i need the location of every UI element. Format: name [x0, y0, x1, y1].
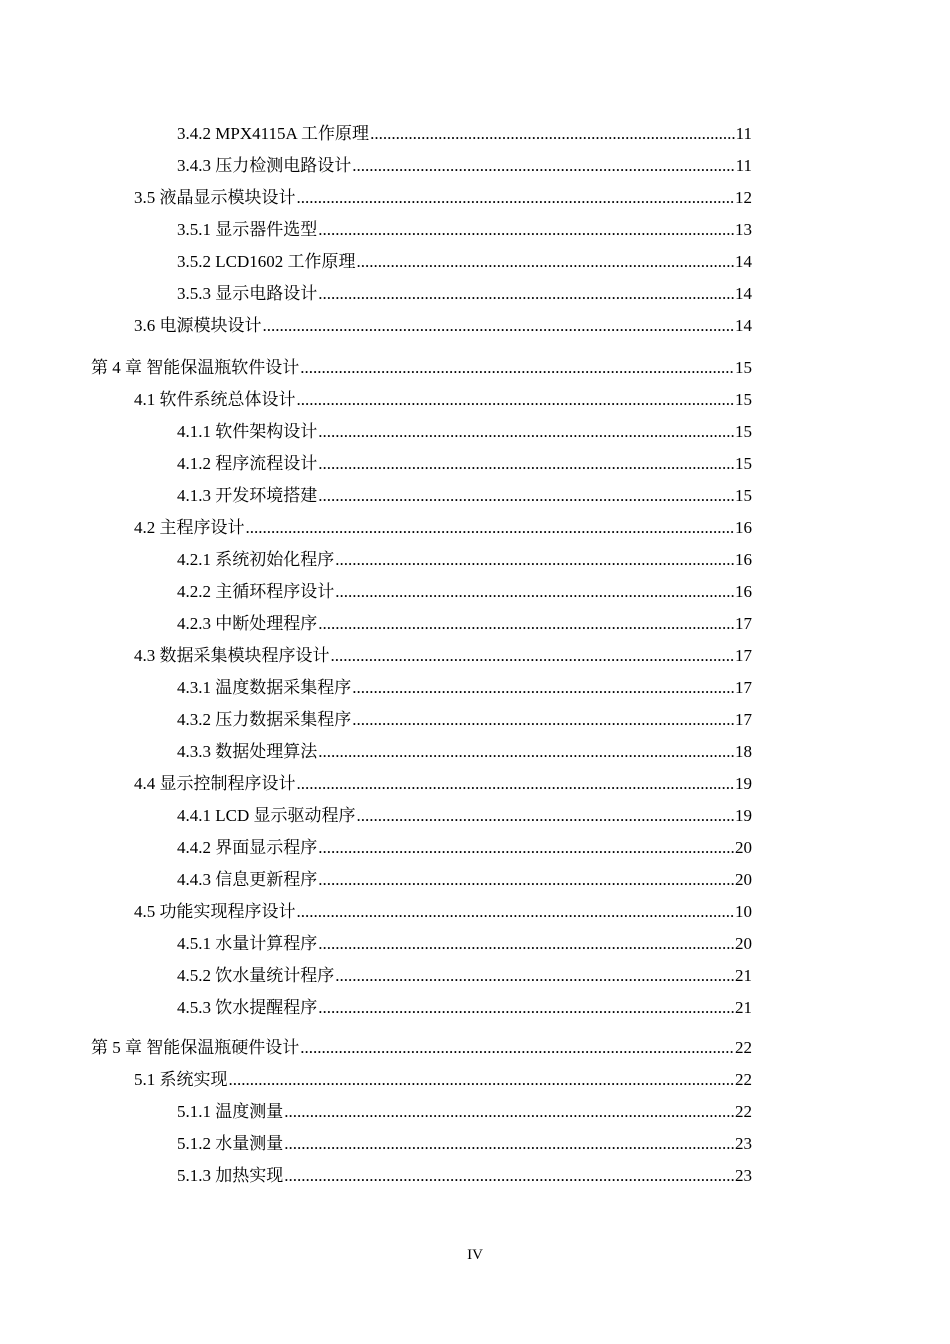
toc-dot-leader	[318, 486, 734, 506]
toc-entry[interactable]	[177, 118, 752, 144]
toc-entry-title: 4.4.1 LCD 显示驱动程序	[177, 806, 356, 825]
toc-dot-leader	[318, 742, 734, 762]
toc-entry-title: 4.3 数据采集模块程序设计	[134, 646, 330, 665]
toc-entry-page: 20	[735, 838, 752, 857]
toc-dot-leader	[318, 934, 734, 954]
toc-entry-page: 23	[735, 1134, 752, 1153]
toc-dot-leader	[318, 838, 734, 858]
toc-dot-leader	[297, 774, 735, 794]
toc-entry-page: 19	[735, 806, 752, 825]
toc-entry[interactable]	[177, 992, 752, 1018]
toc-entry[interactable]	[134, 512, 752, 538]
toc-dot-leader	[229, 1070, 735, 1090]
toc-entry-page: 16	[735, 518, 752, 537]
toc-entry[interactable]	[134, 310, 752, 336]
toc-entry-title: 3.5.2 LCD1602 工作原理	[177, 252, 356, 271]
toc-dot-leader	[357, 252, 735, 272]
toc-entry[interactable]	[177, 416, 752, 442]
toc-entry-title: 3.5 液晶显示模块设计	[134, 188, 296, 207]
toc-entry-title: 4.2.3 中断处理程序	[177, 614, 318, 633]
toc-dot-leader	[335, 582, 734, 602]
toc-entry-title: 4.1.2 程序流程设计	[177, 454, 318, 473]
toc-dot-leader	[318, 998, 734, 1018]
toc-entry-page: 18	[735, 742, 752, 761]
toc-entry[interactable]	[177, 150, 752, 176]
toc-dot-leader	[297, 188, 735, 208]
toc-entry[interactable]	[91, 352, 752, 378]
toc-dot-leader	[284, 1102, 734, 1122]
toc-entry-title: 4.2 主程序设计	[134, 518, 245, 537]
toc-entry-title: 第 5 章 智能保温瓶硬件设计	[91, 1038, 300, 1057]
toc-entry[interactable]	[177, 704, 752, 730]
toc-dot-leader	[352, 710, 734, 730]
toc-dot-leader	[357, 806, 735, 826]
toc-entry[interactable]	[134, 896, 752, 922]
toc-entry-page: 14	[735, 284, 752, 303]
toc-entry-title: 3.4.2 MPX4115A 工作原理	[177, 124, 370, 143]
toc-entry-title: 4.3.2 压力数据采集程序	[177, 710, 352, 729]
toc-entry[interactable]	[177, 800, 752, 826]
toc-entry-page: 11	[735, 156, 752, 175]
toc-dot-leader	[352, 678, 734, 698]
toc-dot-leader	[352, 156, 734, 176]
toc-entry-page: 13	[735, 220, 752, 239]
toc-entry[interactable]	[177, 608, 752, 634]
toc-entry-title: 5.1.2 水量测量	[177, 1134, 284, 1153]
toc-entry-title: 4.2.1 系统初始化程序	[177, 550, 335, 569]
toc-dot-leader	[335, 550, 734, 570]
toc-dot-leader	[246, 518, 735, 538]
toc-entry-page: 20	[735, 934, 752, 953]
toc-entry[interactable]	[177, 832, 752, 858]
toc-dot-leader	[300, 1038, 734, 1058]
toc-entry[interactable]	[177, 1096, 752, 1122]
toc-entry-page: 22	[735, 1070, 752, 1089]
toc-entry[interactable]	[134, 768, 752, 794]
toc-entry-page: 15	[735, 358, 752, 377]
toc-entry-title: 4.4.3 信息更新程序	[177, 870, 318, 889]
toc-entry-page: 15	[735, 422, 752, 441]
toc-entry[interactable]	[177, 1160, 752, 1186]
toc-entry-title: 3.5.1 显示器件选型	[177, 220, 318, 239]
toc-entry-title: 5.1 系统实现	[134, 1070, 228, 1089]
toc-dot-leader	[297, 390, 735, 410]
toc-entry-title: 4.3.1 温度数据采集程序	[177, 678, 352, 697]
toc-entry-page: 17	[735, 678, 752, 697]
toc-entry-title: 4.5 功能实现程序设计	[134, 902, 296, 921]
toc-dot-leader	[284, 1134, 734, 1154]
toc-entry[interactable]	[177, 214, 752, 240]
toc-dot-leader	[284, 1166, 734, 1186]
toc-entry-title: 4.2.2 主循环程序设计	[177, 582, 335, 601]
toc-entry-page: 10	[735, 902, 752, 921]
toc-entry-page: 12	[735, 188, 752, 207]
toc-dot-leader	[318, 422, 734, 442]
toc-entry[interactable]	[177, 480, 752, 506]
toc-entry[interactable]	[177, 1128, 752, 1154]
toc-dot-leader	[318, 614, 734, 634]
toc-dot-leader	[318, 284, 734, 304]
toc-entry[interactable]	[177, 246, 752, 272]
toc-dot-leader	[370, 124, 735, 144]
toc-entry-title: 3.6 电源模块设计	[134, 316, 262, 335]
toc-dot-leader	[297, 902, 735, 922]
toc-entry-page: 20	[735, 870, 752, 889]
toc-entry-title: 5.1.3 加热实现	[177, 1166, 284, 1185]
toc-entry[interactable]	[177, 278, 752, 304]
toc-dot-leader	[318, 220, 734, 240]
toc-entry[interactable]	[177, 928, 752, 954]
toc-entry[interactable]	[134, 384, 752, 410]
page-number: IV	[467, 1247, 483, 1263]
toc-entry[interactable]	[177, 736, 752, 762]
toc-entry-title: 4.1.1 软件架构设计	[177, 422, 318, 441]
toc-entry-page: 11	[735, 124, 752, 143]
toc-entry-title: 4.4 显示控制程序设计	[134, 774, 296, 793]
toc-entry-page: 16	[735, 550, 752, 569]
toc-entry[interactable]	[134, 640, 752, 666]
toc-entry[interactable]	[91, 1032, 752, 1058]
toc-entry[interactable]	[177, 672, 752, 698]
toc-entry-page: 14	[735, 316, 752, 335]
toc-entry-page: 17	[735, 646, 752, 665]
toc-entry[interactable]	[177, 960, 752, 986]
toc-entry-page: 15	[735, 390, 752, 409]
toc-entry-page: 17	[735, 614, 752, 633]
toc-dot-leader	[335, 966, 734, 986]
toc-entry[interactable]	[134, 1064, 752, 1090]
toc-entry-page: 15	[735, 454, 752, 473]
toc-entry-title: 4.4.2 界面显示程序	[177, 838, 318, 857]
toc-entry-title: 5.1.1 温度测量	[177, 1102, 284, 1121]
toc-entry-title: 4.3.3 数据处理算法	[177, 742, 318, 761]
toc-entry-title: 4.1.3 开发环境搭建	[177, 486, 318, 505]
toc-entry-title: 3.4.3 压力检测电路设计	[177, 156, 352, 175]
toc-entry-title: 第 4 章 智能保温瓶软件设计	[91, 358, 300, 377]
toc-entry-page: 19	[735, 774, 752, 793]
toc-dot-leader	[300, 358, 734, 378]
toc-entry[interactable]	[177, 448, 752, 474]
toc-entry-title: 4.5.1 水量计算程序	[177, 934, 318, 953]
toc-dot-leader	[331, 646, 735, 666]
toc-dot-leader	[318, 870, 734, 890]
toc-entry-page: 21	[735, 966, 752, 985]
toc-entry-page: 14	[735, 252, 752, 271]
toc-entry[interactable]	[177, 544, 752, 570]
toc-entry[interactable]	[134, 182, 752, 208]
toc-entry-title: 4.5.2 饮水量统计程序	[177, 966, 335, 985]
toc-entry-page: 16	[735, 582, 752, 601]
toc-entry-page: 21	[735, 998, 752, 1017]
toc-entry[interactable]	[177, 864, 752, 890]
toc-entry-page: 15	[735, 486, 752, 505]
toc-entry-title: 4.1 软件系统总体设计	[134, 390, 296, 409]
toc-entry-page: 22	[735, 1102, 752, 1121]
toc-dot-leader	[318, 454, 734, 474]
toc-entry-page: 22	[735, 1038, 752, 1057]
toc-entry-page: 17	[735, 710, 752, 729]
toc-entry-page: 23	[735, 1166, 752, 1185]
toc-entry[interactable]	[177, 576, 752, 602]
toc-entry-title: 3.5.3 显示电路设计	[177, 284, 318, 303]
toc-dot-leader	[263, 316, 735, 336]
toc-entry-title: 4.5.3 饮水提醒程序	[177, 998, 318, 1017]
